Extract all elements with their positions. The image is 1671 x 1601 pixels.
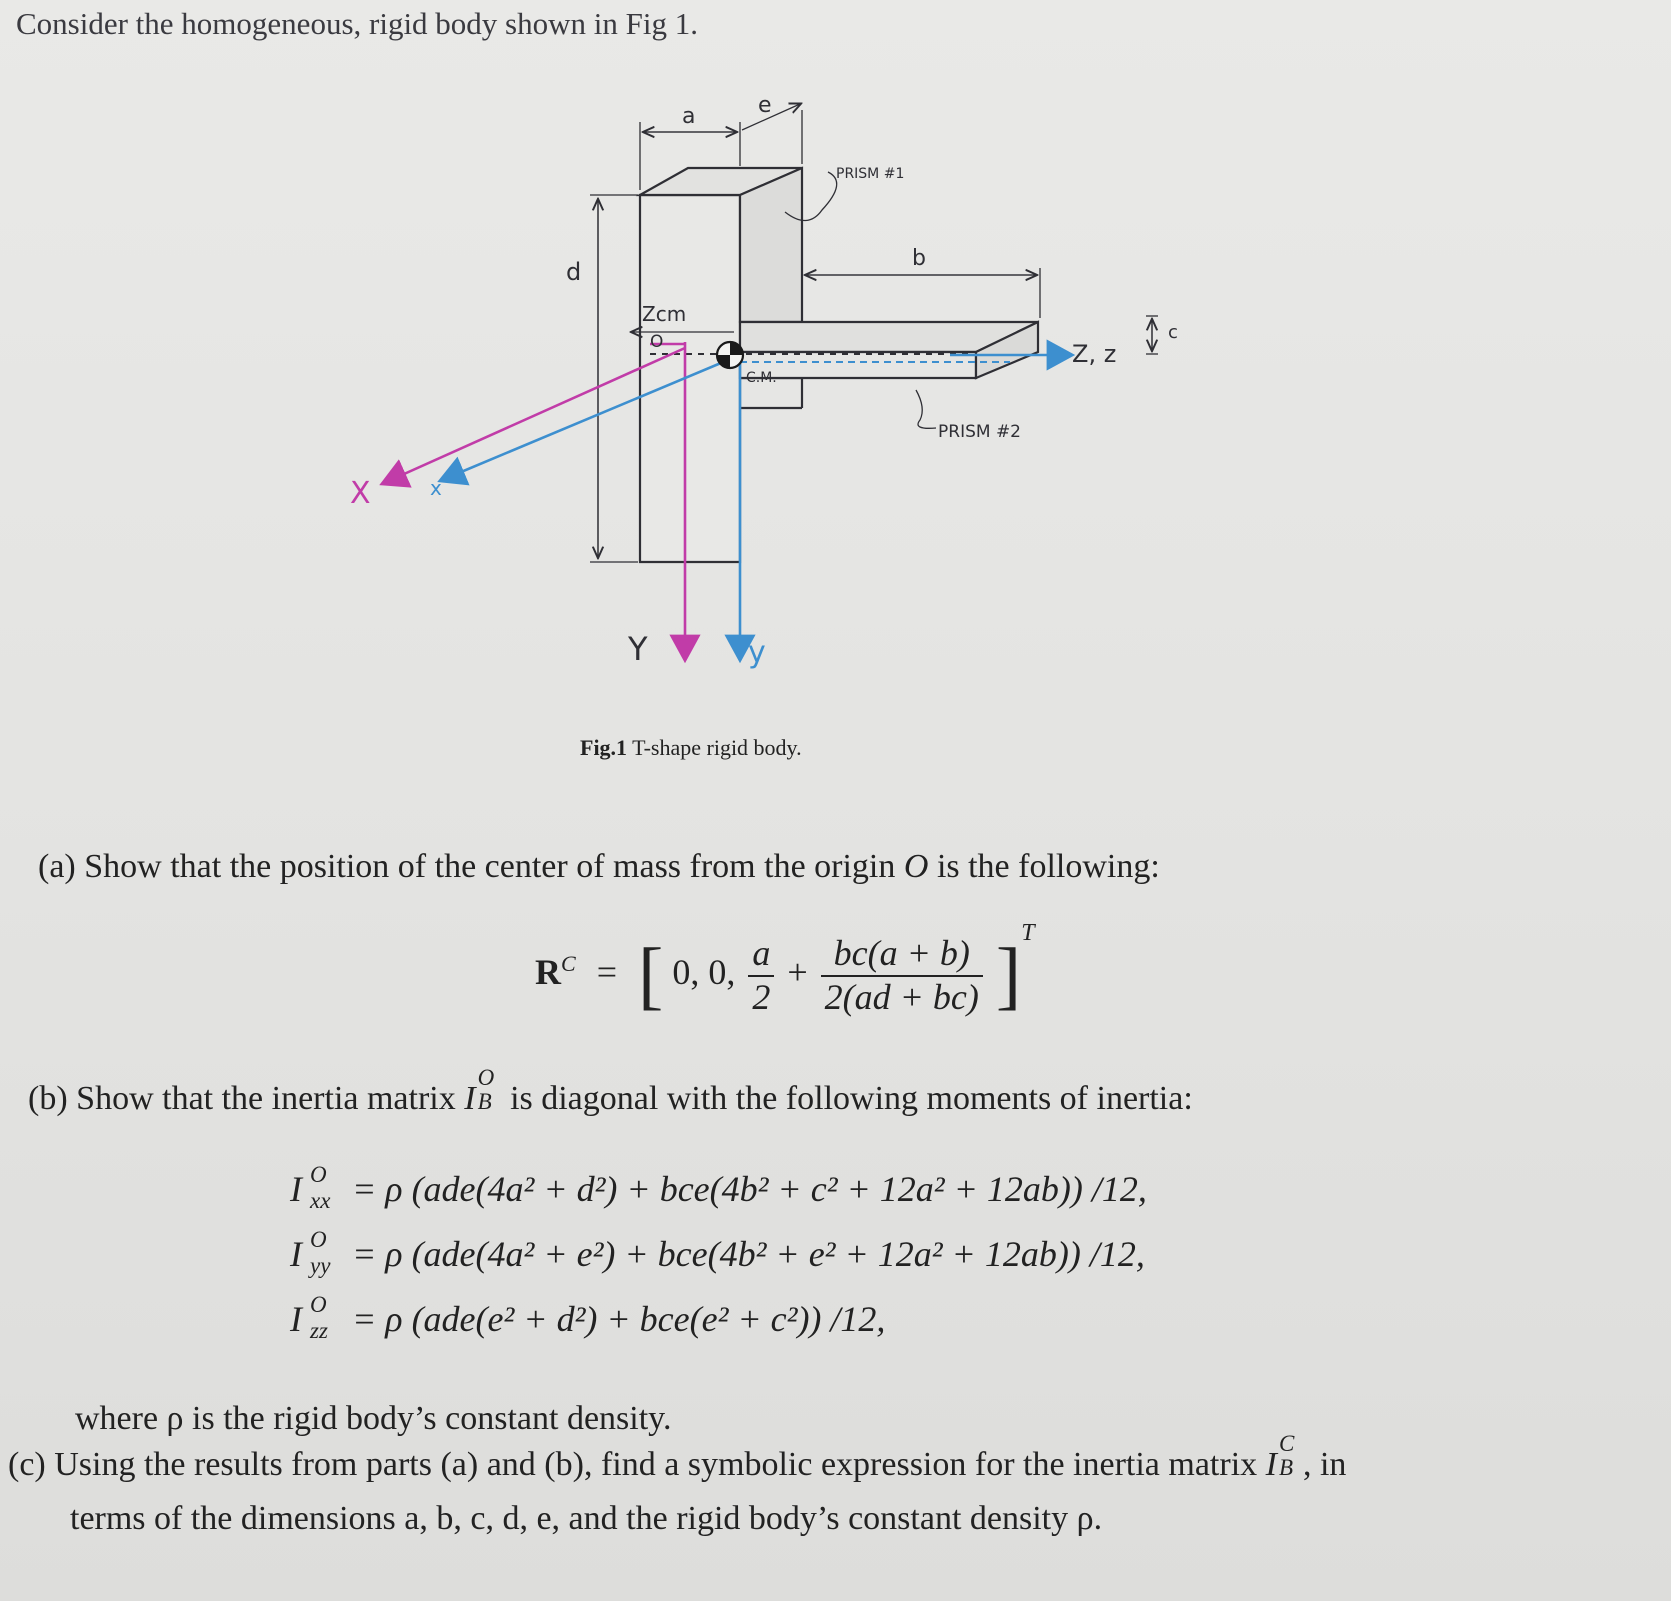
dim-e [742, 104, 802, 164]
part-b [28, 1065, 1193, 1118]
cm-symbol [717, 342, 743, 368]
rc-right-bracket: ] [995, 933, 1022, 1018]
part-c-line-2: terms of the dimensions a, b, c, d, e, and the rigid body’s constant density ρ. [70, 1500, 1103, 1537]
label-y: y [748, 635, 766, 670]
t-shape-figure [350, 90, 1178, 730]
part-c-tail: , in [1302, 1446, 1347, 1483]
moment-yy [290, 1227, 1145, 1278]
leader-prism-2 [916, 390, 936, 428]
moment-zz-symbol: I O zz [290, 1292, 328, 1343]
blue-axes [442, 355, 1070, 658]
moment-zz-sub: zz [310, 1318, 328, 1343]
part-b-sup: O [477, 1065, 495, 1090]
moment-yy-sub: yy [310, 1253, 331, 1278]
label-zcm: Zcm [642, 302, 687, 326]
part-c-sub: B [1278, 1455, 1294, 1480]
moment-zz [290, 1292, 886, 1343]
prism-1-front [640, 195, 740, 562]
label-b: b [912, 246, 926, 271]
moment-xx-sub: xx [310, 1188, 331, 1213]
rc-lhs: R [535, 952, 561, 992]
part-b-I: I [464, 1080, 476, 1117]
moment-zz-rhs: = ρ (ade(e² + d²) + bce(e² + c²)) /12, [352, 1299, 886, 1339]
part-c-line-1 [8, 1431, 1347, 1484]
rc-equation [535, 920, 1035, 1018]
label-prism-2: PRISM #2 [938, 422, 1021, 442]
label-cm: C.M. [746, 370, 777, 386]
label-a: a [682, 104, 696, 129]
part-b-label: (b) [28, 1080, 68, 1117]
label-c: c [1168, 322, 1178, 343]
moment-yy-sup: O [310, 1227, 327, 1252]
rc-left-bracket: [ [638, 933, 664, 1018]
label-x: x [430, 476, 442, 500]
part-b-text: Show that the inertia matrix [76, 1080, 456, 1117]
where-text: where ρ is the rigid body’s constant density. [75, 1400, 672, 1437]
prism-2 [740, 322, 1038, 378]
part-a-label: (a) [38, 848, 76, 885]
part-a-var: O [903, 848, 929, 885]
part-a-text: Show that the position of the center of mass from the origin [84, 848, 896, 885]
moment-xx-rhs: = ρ (ade(4a² + d²) + bce(4b² + c² + 12a² + 12ab)) /12, [352, 1169, 1147, 1209]
part-a-tail: is the following: [936, 848, 1160, 885]
label-e: e [758, 93, 772, 118]
moment-yy-rhs: = ρ (ade(4a² + e²) + bce(4b² + e² + 12a² + 12ab)) /12, [352, 1234, 1145, 1274]
rc-transpose: T [1021, 920, 1035, 946]
caption-bold: Fig.1 [580, 735, 628, 760]
rc-frac-1-den: 2 [752, 976, 771, 1017]
prism-1-side [740, 168, 802, 322]
rc-frac-2 [821, 933, 983, 1018]
part-b-indices [476, 1065, 502, 1114]
part-c-label: (c) [8, 1446, 46, 1483]
label-origin: O [650, 332, 664, 352]
label-z-axis: Z, z [1072, 340, 1117, 368]
rc-eq: = [596, 952, 617, 992]
part-c-I: I [1265, 1446, 1277, 1483]
rc-pre: 0, 0, [672, 952, 736, 992]
moment-yy-symbol: I O yy [290, 1227, 331, 1278]
label-Y: Y [628, 630, 648, 668]
rc-frac-1-num: a [748, 933, 774, 976]
part-c-text: Using the results from parts (a) and (b), find a symbolic expression for the inertia matrix [54, 1446, 1258, 1483]
moment-zz-sup: O [310, 1292, 327, 1317]
label-prism-1: PRISM #1 [836, 166, 905, 182]
dim-c [1146, 316, 1158, 354]
moment-xx-symbol: I O xx [290, 1162, 331, 1213]
part-b-sub: B [477, 1089, 492, 1114]
rc-frac-2-den: 2(ad + bc) [824, 976, 979, 1017]
caption-text: T-shape rigid body. [627, 735, 802, 760]
rc-lhs-sup: C [561, 951, 576, 976]
dim-b [806, 268, 1040, 318]
part-c-sup: C [1278, 1431, 1295, 1456]
rc-frac-1 [748, 933, 774, 1018]
intro-text: Consider the homogeneous, rigid body shown in Fig 1. [16, 6, 698, 41]
label-X: X [350, 476, 371, 511]
rc-frac-2-num: bc(a + b) [821, 933, 983, 976]
rc-plus: + [787, 952, 808, 992]
part-b-tail: is diagonal with the following moments of inertia: [510, 1080, 1193, 1117]
label-d: d [566, 258, 582, 286]
part-c-indices [1277, 1431, 1303, 1480]
part-a [38, 848, 1160, 886]
moment-xx-sup: O [310, 1162, 327, 1187]
moment-xx [290, 1162, 1147, 1213]
figure-caption [580, 735, 802, 761]
